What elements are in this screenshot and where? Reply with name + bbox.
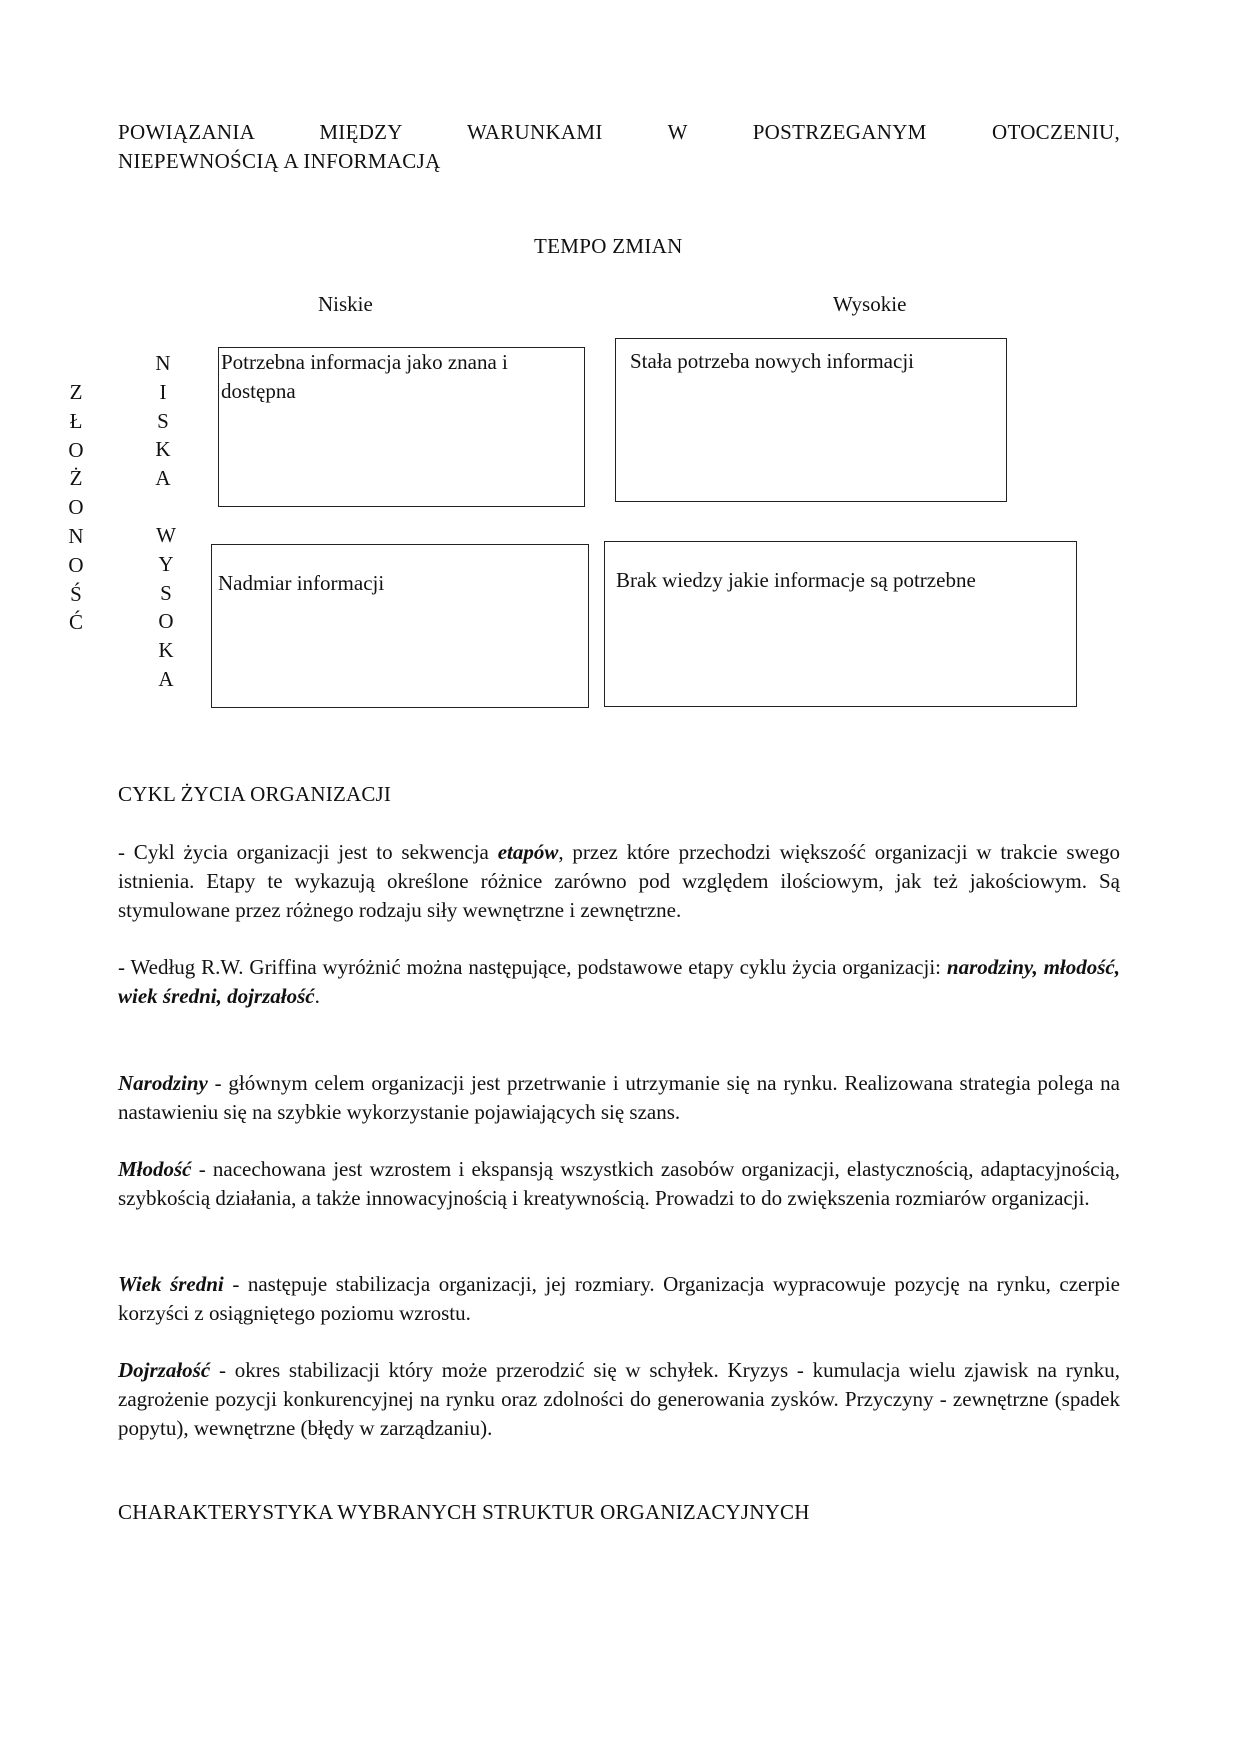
stage-paragraph-dojrzalosc bbox=[118, 1356, 1120, 1443]
section-heading-charakterystyka: CHARAKTERYSTYKA WYBRANYCH STRUKTUR ORGANIZACYJNYCH bbox=[118, 1500, 810, 1524]
axis-letter: A bbox=[158, 666, 174, 691]
axis-letter: K bbox=[155, 437, 171, 462]
axis-letter: Ł bbox=[69, 408, 83, 433]
axis-letter: O bbox=[68, 552, 84, 577]
page-title-line-2: NIEPEWNOŚCIĄ A INFORMACJĄ bbox=[118, 149, 441, 173]
axis-letter: Y bbox=[158, 551, 174, 576]
matrix-cell-low-complexity-low-tempo bbox=[218, 347, 585, 507]
stage-term: Wiek średni bbox=[118, 1272, 224, 1296]
axis-letter: W bbox=[156, 523, 176, 547]
axis-letter: K bbox=[158, 638, 174, 663]
column-label-niskie: Niskie bbox=[318, 292, 373, 316]
matrix-cell-low-complexity-high-tempo bbox=[615, 338, 1007, 502]
axis-letter: N bbox=[68, 523, 84, 548]
stage-description: - głównym celem organizacji jest przetrwanie i utrzymanie się na rynku. Realizowana strategia polega na nastawieniu się na szybkie wykorzystanie pojawiających się szans. bbox=[118, 1071, 1120, 1124]
stage-paragraph-mlodosc bbox=[118, 1155, 1120, 1213]
stage-paragraph-wiek-sredni bbox=[118, 1270, 1120, 1328]
stage-term: Dojrzałość bbox=[118, 1358, 211, 1382]
axis-letter: S bbox=[157, 408, 169, 433]
stage-paragraph-narodziny bbox=[118, 1069, 1120, 1127]
axis-letter: S bbox=[160, 580, 172, 605]
column-label-wysokie: Wysokie bbox=[833, 292, 907, 316]
matrix-cell-high-complexity-high-tempo bbox=[604, 541, 1077, 707]
axis-letter: O bbox=[68, 437, 84, 462]
page-title-line-1: POWIĄZANIA MIĘDZY WARUNKAMI W POSTRZEGANYM OTOCZENIU, bbox=[118, 120, 1120, 144]
tempo-zmian-axis-label: TEMPO ZMIAN bbox=[534, 234, 683, 258]
emphasis-text: narodziny, młodość, wiek średni, dojrzałość bbox=[118, 955, 1120, 1008]
axis-letter: O bbox=[68, 495, 84, 520]
axis-letter: N bbox=[155, 351, 171, 375]
cell-text: Nadmiar informacji bbox=[218, 571, 385, 595]
axis-letter: O bbox=[158, 609, 174, 634]
axis-letter: I bbox=[159, 379, 167, 404]
axis-letter: Z bbox=[69, 380, 83, 404]
row-label-wysoka bbox=[152, 521, 180, 694]
section-heading-cykl: CYKL ŻYCIA ORGANIZACJI bbox=[118, 782, 392, 806]
axis-letter: A bbox=[155, 466, 171, 491]
text-run: - Według R.W. Griffina wyróżnić można następujące, podstawowe etapy cyklu życia organizacji: bbox=[118, 955, 947, 979]
text-run: , przez które przechodzi większość organizacji w trakcie swego istnienia. Etapy te wykazują określone różnice zarówno pod względem ilościowym, jak też jakościowym. Są stymulowane przez różnego rodzaju siły wewnętrzne i zewnętrzne. bbox=[118, 840, 1120, 922]
text-run: . bbox=[314, 984, 320, 1008]
cell-text: Potrzebna informacja jako znana i dostępna bbox=[221, 350, 508, 403]
stage-description: - następuje stabilizacja organizacji, jej rozmiary. Organizacja wypracowuje pozycję na rynku, czerpie korzyści z osiągniętego poziomu wzrostu. bbox=[118, 1272, 1120, 1325]
emphasis-text: etapów bbox=[497, 840, 559, 864]
stage-description: - okres stabilizacji który może przerodzić się w schyłek. Kryzys - kumulacja wielu zjawisk na rynku, zagrożenie pozycji konkurencyjnej na rynku oraz zdolności do generowania zysków. Przyczyny - zewnętrzne (spadek popytu), wewnętrzne (błędy w zarządzaniu). bbox=[118, 1358, 1120, 1440]
axis-letter: Ć bbox=[68, 610, 83, 635]
cell-text: Brak wiedzy jakie informacje są potrzebne bbox=[616, 568, 976, 592]
stage-term: Narodziny bbox=[118, 1071, 208, 1095]
axis-letter: Ś bbox=[70, 581, 82, 606]
paragraph-griffin-stages bbox=[118, 953, 1120, 1011]
matrix-cell-high-complexity-low-tempo bbox=[211, 544, 589, 708]
stage-description: - nacechowana jest wzrostem i ekspansją wszystkich zasobów organizacji, elastycznością, adaptacyjnością, szybkością działania, a także innowacyjnością i kreatywnością. Prowadzi to do zwiększenia rozmiarów organizacji. bbox=[118, 1157, 1120, 1210]
text-run: - Cykl życia organizacji jest to sekwencja bbox=[118, 840, 498, 864]
cell-text: Stała potrzeba nowych informacji bbox=[630, 349, 914, 373]
zlozonosc-axis-label bbox=[62, 378, 90, 637]
stage-term: Młodość bbox=[118, 1157, 192, 1181]
axis-letter: Ż bbox=[69, 466, 83, 491]
paragraph-cykl-definition bbox=[118, 838, 1120, 925]
row-label-niska bbox=[149, 349, 177, 493]
